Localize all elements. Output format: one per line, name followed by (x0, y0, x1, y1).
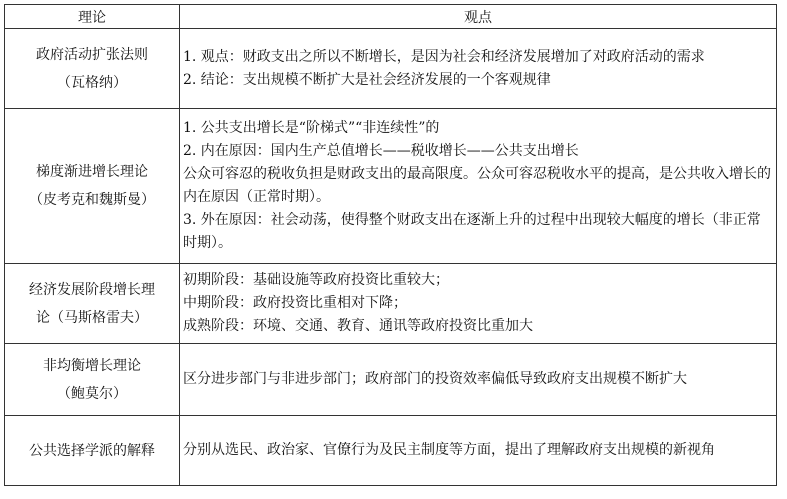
document-page (4, 4, 777, 486)
theory-name: 经济发展阶段增长理 (29, 281, 155, 298)
theory-name: 梯度渐进增长理论 (36, 164, 148, 180)
theory-cell (5, 344, 180, 416)
table-row (5, 344, 777, 416)
view-cell (180, 264, 777, 344)
view-cell (180, 29, 777, 109)
theory-author: （鲍莫尔） (57, 385, 127, 402)
table-row (5, 29, 777, 109)
theory-author: （瓦格纳） (57, 74, 127, 91)
header-view: 观点 (180, 5, 777, 29)
theory-name: 政府活动扩张法则 (36, 46, 148, 63)
view-text: 成熟阶段：环境、交通、教育、通讯等政府投资比重加大 (183, 318, 533, 334)
view-text: 1. 公共支出增长是“阶梯式”“非连续性”的 (183, 120, 440, 136)
theory-cell (5, 264, 180, 344)
table-row (5, 109, 777, 264)
view-cell (180, 344, 777, 416)
view-text: 初期阶段：基础设施等政府投资比重较大； (183, 272, 449, 288)
table-row (5, 264, 777, 344)
theory-table (4, 4, 777, 486)
view-text: 2. 结论：支出规模不断扩大是社会经济发展的一个客观规律 (183, 71, 551, 88)
theory-cell (5, 29, 180, 109)
table-row (5, 416, 777, 486)
view-text: 分别从选民、政治家、官僚行为及民主制度等方面，提出了理解政府支出规模的新视角 (183, 442, 715, 458)
theory-author: （皮考克和魏斯曼） (29, 192, 155, 208)
view-text: 公众可容忍的税收负担是财政支出的最高限度。公众可容忍税收水平的提高，是公共收入增长的内在原因（正常时期）。 (183, 166, 771, 205)
table-header-row (5, 5, 777, 29)
theory-cell (5, 109, 180, 264)
view-text: 3. 外在原因：社会动荡，使得整个财政支出在逐渐上升的过程中出现较大幅度的增长（非正常时期）。 (183, 212, 761, 251)
header-theory: 理论 (5, 5, 180, 29)
view-text: 2. 内在原因：国内生产总值增长——税收增长——公共支出增长 (183, 143, 579, 159)
view-text: 区分进步部门与非进步部门；政府部门的投资效率偏低导致政府支出规模不断扩大 (183, 371, 687, 387)
theory-name: 非均衡增长理论 (43, 357, 141, 374)
theory-name: 公共选择学派的解释 (29, 442, 155, 459)
theory-author: 论（马斯格雷夫） (36, 309, 148, 326)
theory-cell (5, 416, 180, 486)
view-cell (180, 416, 777, 486)
view-text: 中期阶段：政府投资比重相对下降； (183, 295, 407, 311)
view-cell (180, 109, 777, 264)
view-text: 1. 观点：财政支出之所以不断增长，是因为社会和经济发展增加了对政府活动的需求 (183, 48, 705, 65)
